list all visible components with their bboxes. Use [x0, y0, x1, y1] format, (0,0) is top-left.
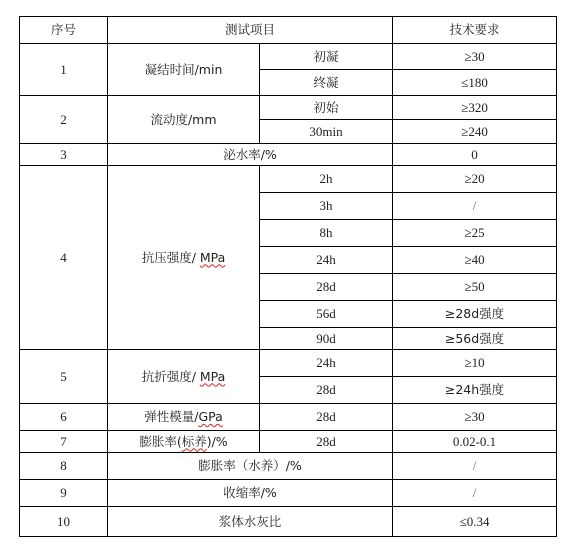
spec-table-container: [19, 16, 557, 537]
requirement-value: /: [393, 453, 557, 480]
requirement-value: 0: [393, 144, 557, 166]
test-condition: 90d: [260, 328, 393, 350]
row-number: 10: [20, 507, 108, 537]
table-row: [20, 404, 557, 431]
test-condition: 3h: [260, 193, 393, 220]
table-row: [20, 350, 557, 377]
row-number: 5: [20, 350, 108, 404]
header-no: 序号: [20, 17, 108, 44]
test-item-label: 膨胀率(: [139, 433, 182, 449]
test-item-label: 弹性模量/: [144, 409, 199, 424]
header-row: [20, 17, 557, 44]
test-item: 流动度/mm: [108, 96, 260, 144]
header-requirement: 技术要求: [393, 17, 557, 44]
test-condition: 初凝: [260, 44, 393, 70]
row-number: 3: [20, 144, 108, 166]
test-item: [108, 431, 260, 453]
requirement-value: ≥30: [393, 44, 557, 70]
test-item-label: 抗折强度/: [141, 368, 200, 384]
test-item: 浆体水灰比: [108, 507, 393, 537]
test-condition: 28d: [260, 404, 393, 431]
table-row: [20, 453, 557, 480]
test-item-mark: 标养: [181, 433, 207, 449]
requirement-value: ≥40: [393, 247, 557, 274]
test-condition: 24h: [260, 247, 393, 274]
test-condition: 24h: [260, 350, 393, 377]
test-condition: 8h: [260, 220, 393, 247]
row-number: 2: [20, 96, 108, 144]
test-condition: 28d: [260, 377, 393, 404]
unit-label: MPa: [199, 249, 226, 265]
table-row: [20, 96, 557, 120]
table-row: [20, 507, 557, 537]
requirement-value: ≥20: [393, 166, 557, 193]
table-row: [20, 144, 557, 166]
table-row: [20, 166, 557, 193]
test-item-label: 抗压强度/: [141, 249, 200, 265]
test-item: 收缩率/%: [108, 480, 393, 507]
requirement-value: ≥25: [393, 220, 557, 247]
requirement-value: ≥50: [393, 274, 557, 301]
table-row: [20, 480, 557, 507]
test-condition: 30min: [260, 120, 393, 144]
requirement-value: ≥30: [393, 404, 557, 431]
requirement-value: ≥320: [393, 96, 557, 120]
technical-requirements-table: [19, 16, 557, 537]
test-condition: 28d: [260, 274, 393, 301]
test-item: 凝结时间/min: [108, 44, 260, 96]
requirement-value: ≥28d强度: [393, 301, 557, 328]
test-item: [108, 350, 260, 404]
requirement-value: 0.02-0.1: [393, 431, 557, 453]
header-test-item: 测试项目: [108, 17, 393, 44]
requirement-value: ≥56d强度: [393, 328, 557, 350]
unit-label: MPa: [199, 368, 226, 384]
test-condition: 56d: [260, 301, 393, 328]
test-condition: 终凝: [260, 70, 393, 96]
table-row: [20, 44, 557, 70]
requirement-value: ≥240: [393, 120, 557, 144]
requirement-value: ≥10: [393, 350, 557, 377]
row-number: 4: [20, 166, 108, 350]
row-number: 6: [20, 404, 108, 431]
requirement-value: /: [393, 480, 557, 507]
row-number: 1: [20, 44, 108, 96]
unit-label: GPa: [198, 409, 223, 424]
test-item-suffix: )/%: [206, 433, 228, 449]
test-condition: 初始: [260, 96, 393, 120]
requirement-value: ≤180: [393, 70, 557, 96]
row-number: 7: [20, 431, 108, 453]
table-row: [20, 431, 557, 453]
requirement-value: /: [393, 193, 557, 220]
requirement-value: ≥24h强度: [393, 377, 557, 404]
test-item: [108, 404, 260, 431]
row-number: 8: [20, 453, 108, 480]
test-item: 泌水率/%: [108, 144, 393, 166]
requirement-value: ≤0.34: [393, 507, 557, 537]
test-condition: 2h: [260, 166, 393, 193]
test-condition: 28d: [260, 431, 393, 453]
test-item: 膨胀率（水养）/%: [108, 453, 393, 480]
row-number: 9: [20, 480, 108, 507]
test-item: [108, 166, 260, 350]
